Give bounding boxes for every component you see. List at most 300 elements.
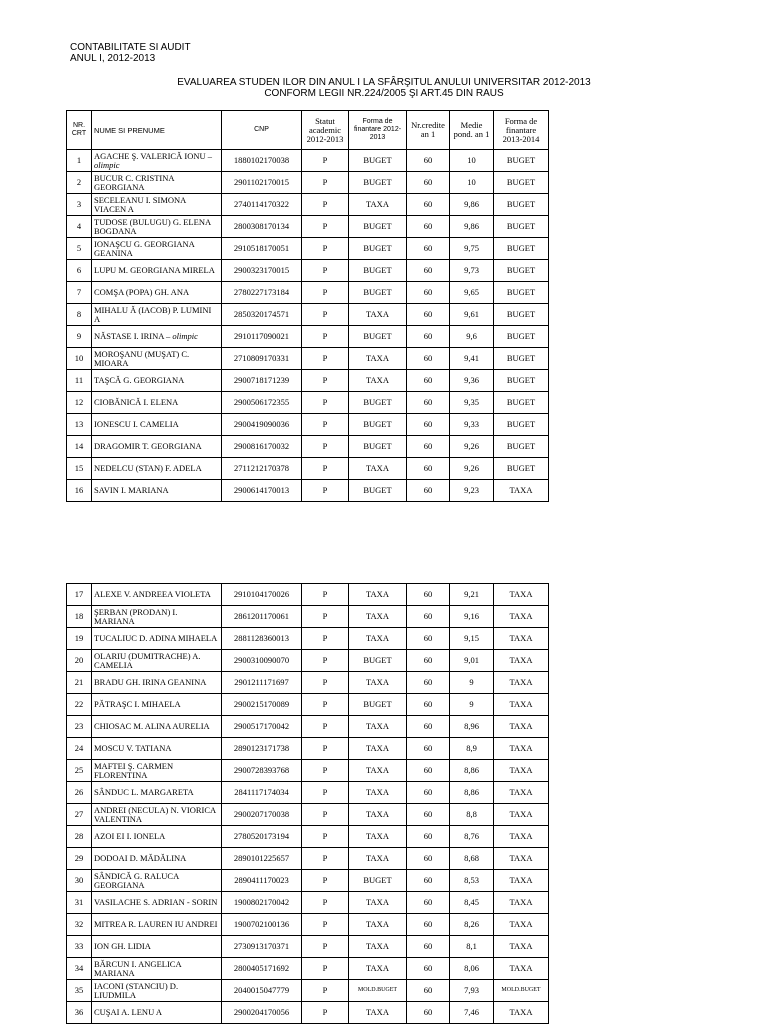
student-name-text: TAŞCĂ G. GEORGIANA	[94, 375, 185, 385]
student-name	[92, 458, 222, 480]
student-name	[92, 892, 222, 914]
table-row	[67, 370, 549, 392]
student-name	[92, 738, 222, 760]
credite-value: 60	[407, 606, 450, 628]
table-row	[67, 414, 549, 436]
credite-value: 60	[407, 672, 450, 694]
row-number: 34	[67, 958, 92, 980]
credite-value: 60	[407, 282, 450, 304]
student-name-text: MOSCU V. TATIANA	[94, 743, 172, 753]
cnp-value: 2800405171692	[222, 958, 302, 980]
statut-value: P	[302, 238, 349, 260]
student-name	[92, 370, 222, 392]
cnp-value: 2910518170051	[222, 238, 302, 260]
credite-value: 60	[407, 326, 450, 348]
row-number: 5	[67, 238, 92, 260]
forma-2012-value: MOLD.BUGET	[349, 980, 407, 1002]
row-number: 18	[67, 606, 92, 628]
medie-value: 9,41	[450, 348, 494, 370]
forma-2012-value: BUGET	[349, 480, 407, 502]
forma-2012-value: TAXA	[349, 738, 407, 760]
student-name-text: NEDELCU (STAN) F. ADELA	[94, 463, 202, 473]
student-name-text: DODOAI D. MĂDĂLINA	[94, 853, 187, 863]
col-forma1-header: Forma de finantare 2012-2013	[349, 111, 407, 150]
cnp-value: 1900802170042	[222, 892, 302, 914]
forma-2012-value: TAXA	[349, 958, 407, 980]
statut-value: P	[302, 738, 349, 760]
document-title: EVALUAREA STUDEN ILOR DIN ANUL I LA SFÂRŞITUL ANULUI UNIVERSITAR 2012-2013	[177, 77, 591, 88]
medie-value: 9,65	[450, 282, 494, 304]
row-number: 1	[67, 150, 92, 172]
medie-value: 8,68	[450, 848, 494, 870]
student-name	[92, 650, 222, 672]
forma-2012-value: TAXA	[349, 672, 407, 694]
student-name	[92, 694, 222, 716]
student-name-text: LUPU M. GEORGIANA MIRELA	[94, 265, 215, 275]
row-number: 23	[67, 716, 92, 738]
statut-value: P	[302, 282, 349, 304]
cnp-value: 1900702100136	[222, 914, 302, 936]
statut-value: P	[302, 348, 349, 370]
student-name-text: MITREA R. LAUREN IU ANDREI	[94, 919, 218, 929]
student-name-text: BĂRCUN I. ANGELICA MARIANA	[94, 958, 182, 978]
forma-2012-value: TAXA	[349, 914, 407, 936]
credite-value: 60	[407, 238, 450, 260]
cnp-value: 2900215170089	[222, 694, 302, 716]
row-number: 36	[67, 1002, 92, 1024]
student-name	[92, 150, 222, 172]
medie-value: 8,26	[450, 914, 494, 936]
row-number: 10	[67, 348, 92, 370]
table-row	[67, 194, 549, 216]
table-row	[67, 458, 549, 480]
medie-value: 9,61	[450, 304, 494, 326]
statut-value: P	[302, 414, 349, 436]
forma-2012-value: TAXA	[349, 848, 407, 870]
table-row	[67, 936, 549, 958]
forma-2013-value: TAXA	[494, 480, 549, 502]
row-number: 31	[67, 892, 92, 914]
statut-value: P	[302, 650, 349, 672]
medie-value: 9,75	[450, 238, 494, 260]
statut-value: P	[302, 672, 349, 694]
student-name-text: CHIOSAC M. ALINA AURELIA	[94, 721, 210, 731]
credite-value: 60	[407, 738, 450, 760]
medie-value: 8,96	[450, 716, 494, 738]
row-number: 28	[67, 826, 92, 848]
student-name	[92, 1002, 222, 1024]
credite-value: 60	[407, 436, 450, 458]
credite-value: 60	[407, 848, 450, 870]
student-name-text: DRAGOMIR T. GEORGIANA	[94, 441, 202, 451]
medie-value: 9,35	[450, 392, 494, 414]
student-name-text: IONAŞCU G. GEORGIANA GEANINA	[94, 238, 195, 258]
statut-value: P	[302, 804, 349, 826]
table-row	[67, 980, 549, 1002]
student-name-text: ANDREI (NECULA) N. VIORICA VALENTINA	[94, 804, 216, 824]
credite-value: 60	[407, 628, 450, 650]
student-name	[92, 606, 222, 628]
row-number: 30	[67, 870, 92, 892]
table-row	[67, 804, 549, 826]
credite-value: 60	[407, 892, 450, 914]
credite-value: 60	[407, 716, 450, 738]
forma-2013-value: TAXA	[494, 936, 549, 958]
table-row	[67, 606, 549, 628]
forma-2013-value: TAXA	[494, 628, 549, 650]
forma-2012-value: TAXA	[349, 936, 407, 958]
forma-2012-value: TAXA	[349, 194, 407, 216]
table-row	[67, 672, 549, 694]
table-row	[67, 650, 549, 672]
col-forma2-header: Forma de finantare 2013-2014	[494, 111, 549, 150]
forma-2012-value: TAXA	[349, 458, 407, 480]
credite-value: 60	[407, 304, 450, 326]
col-name-header: NUME SI PRENUME	[92, 111, 222, 150]
row-number: 13	[67, 414, 92, 436]
forma-2012-value: TAXA	[349, 628, 407, 650]
cnp-value: 2900419090036	[222, 414, 302, 436]
forma-2013-value: BUGET	[494, 392, 549, 414]
credite-value: 60	[407, 650, 450, 672]
student-name-text: BRADU GH. IRINA GEANINA	[94, 677, 207, 687]
statut-value: P	[302, 980, 349, 1002]
table-row	[67, 914, 549, 936]
student-name-text: AZOI EI I. IONELA	[94, 831, 166, 841]
forma-2012-value: BUGET	[349, 414, 407, 436]
credite-value: 60	[407, 392, 450, 414]
cnp-value: 2740114170322	[222, 194, 302, 216]
forma-2012-value: BUGET	[349, 436, 407, 458]
table-row	[67, 584, 549, 606]
statut-value: P	[302, 936, 349, 958]
row-number: 3	[67, 194, 92, 216]
row-number: 25	[67, 760, 92, 782]
student-name	[92, 172, 222, 194]
statut-value: P	[302, 606, 349, 628]
forma-2012-value: TAXA	[349, 1002, 407, 1024]
document-subtitle: CONFORM LEGII NR.224/2005 ŞI ART.45 DIN RAUS	[264, 88, 504, 99]
student-name	[92, 870, 222, 892]
student-name	[92, 392, 222, 414]
student-name	[92, 304, 222, 326]
forma-2012-value: TAXA	[349, 304, 407, 326]
cnp-value: 2850320174571	[222, 304, 302, 326]
medie-value: 9,6	[450, 326, 494, 348]
student-name	[92, 980, 222, 1002]
cnp-value: 2900718171239	[222, 370, 302, 392]
forma-2013-value: TAXA	[494, 870, 549, 892]
medie-value: 9,73	[450, 260, 494, 282]
student-name-text: TUDOSE (BULUGU) G. ELENA BOGDANA	[94, 216, 211, 236]
credite-value: 60	[407, 804, 450, 826]
cnp-value: 2900728393768	[222, 760, 302, 782]
student-name	[92, 628, 222, 650]
forma-2013-value: BUGET	[494, 238, 549, 260]
medie-value: 8,76	[450, 826, 494, 848]
forma-2012-value: BUGET	[349, 282, 407, 304]
cnp-value: 2910104170026	[222, 584, 302, 606]
medie-value: 8,53	[450, 870, 494, 892]
row-number: 22	[67, 694, 92, 716]
forma-2012-value: BUGET	[349, 392, 407, 414]
forma-2013-value: BUGET	[494, 370, 549, 392]
forma-2013-value: TAXA	[494, 782, 549, 804]
student-name	[92, 282, 222, 304]
forma-2012-value: BUGET	[349, 260, 407, 282]
table-row	[67, 392, 549, 414]
forma-2013-value: TAXA	[494, 650, 549, 672]
cnp-value: 2900517170042	[222, 716, 302, 738]
cnp-value: 2890101225657	[222, 848, 302, 870]
student-name	[92, 936, 222, 958]
credite-value: 60	[407, 958, 450, 980]
olympic-note: olimpic	[172, 331, 198, 341]
table-row	[67, 958, 549, 980]
cnp-value: 2901102170015	[222, 172, 302, 194]
table-row	[67, 348, 549, 370]
statut-value: P	[302, 716, 349, 738]
row-number: 6	[67, 260, 92, 282]
row-number: 15	[67, 458, 92, 480]
forma-2012-value: TAXA	[349, 348, 407, 370]
forma-2013-value: TAXA	[494, 738, 549, 760]
col-statut-header: Statut academic 2012-2013	[302, 111, 349, 150]
student-name-text: COMŞA (POPA) GH. ANA	[94, 287, 190, 297]
col-nr-header: NR. CRT	[67, 111, 92, 150]
table-row	[67, 628, 549, 650]
forma-2012-value: BUGET	[349, 870, 407, 892]
statut-value: P	[302, 370, 349, 392]
forma-2013-value: TAXA	[494, 892, 549, 914]
forma-2013-value: TAXA	[494, 606, 549, 628]
row-number: 12	[67, 392, 92, 414]
statut-value: P	[302, 826, 349, 848]
forma-2013-value: TAXA	[494, 958, 549, 980]
student-name-text: NĂSTASE I. IRINA –	[94, 331, 171, 341]
cnp-value: 2900204170056	[222, 1002, 302, 1024]
credite-value: 60	[407, 870, 450, 892]
statut-value: P	[302, 480, 349, 502]
medie-value: 8,06	[450, 958, 494, 980]
forma-2012-value: BUGET	[349, 326, 407, 348]
student-name-text: SAVIN I. MARIANA	[94, 485, 169, 495]
credite-value: 60	[407, 1002, 450, 1024]
cnp-value: 2800308170134	[222, 216, 302, 238]
forma-2013-value: TAXA	[494, 914, 549, 936]
statut-value: P	[302, 326, 349, 348]
cnp-value: 2841117174034	[222, 782, 302, 804]
col-cnp-header: CNP	[222, 111, 302, 150]
table-row	[67, 826, 549, 848]
cnp-value: 2780227173184	[222, 282, 302, 304]
student-name-text: ALEXE V. ANDREEA VIOLETA	[94, 589, 211, 599]
cnp-value: 2900207170038	[222, 804, 302, 826]
row-number: 9	[67, 326, 92, 348]
forma-2013-value: TAXA	[494, 716, 549, 738]
table-row	[67, 892, 549, 914]
credite-value: 60	[407, 694, 450, 716]
student-name-text: CIOBĂNICĂ I. ELENA	[94, 397, 179, 407]
table-row	[67, 326, 549, 348]
students-table-page1	[66, 110, 549, 502]
student-name	[92, 194, 222, 216]
forma-2013-value: BUGET	[494, 172, 549, 194]
forma-2013-value: BUGET	[494, 348, 549, 370]
forma-2012-value: TAXA	[349, 584, 407, 606]
table-row	[67, 870, 549, 892]
table-row	[67, 760, 549, 782]
forma-2012-value: TAXA	[349, 370, 407, 392]
statut-value: P	[302, 392, 349, 414]
cnp-value: 2711212170378	[222, 458, 302, 480]
statut-value: P	[302, 172, 349, 194]
credite-value: 60	[407, 194, 450, 216]
table-row	[67, 436, 549, 458]
student-name-text: SÂNDICĂ G. RALUCA GEORGIANA	[94, 870, 179, 890]
row-number: 21	[67, 672, 92, 694]
forma-2012-value: BUGET	[349, 694, 407, 716]
cnp-value: 2881128360013	[222, 628, 302, 650]
student-name-text: MIHALU Ă (IACOB) P. LUMINI A	[94, 304, 212, 324]
forma-2013-value: TAXA	[494, 1002, 549, 1024]
credite-value: 60	[407, 936, 450, 958]
medie-value: 9,23	[450, 480, 494, 502]
row-number: 19	[67, 628, 92, 650]
student-name	[92, 848, 222, 870]
student-name	[92, 238, 222, 260]
forma-2013-value: TAXA	[494, 694, 549, 716]
row-number: 35	[67, 980, 92, 1002]
forma-2013-value: BUGET	[494, 194, 549, 216]
forma-2012-value: BUGET	[349, 238, 407, 260]
row-number: 32	[67, 914, 92, 936]
forma-2013-value: BUGET	[494, 414, 549, 436]
credite-value: 60	[407, 480, 450, 502]
medie-value: 9,21	[450, 584, 494, 606]
credite-value: 60	[407, 370, 450, 392]
row-number: 33	[67, 936, 92, 958]
row-number: 26	[67, 782, 92, 804]
student-name	[92, 480, 222, 502]
statut-value: P	[302, 194, 349, 216]
student-name-text: SECELEANU I. SIMONA VIACEN A	[94, 194, 186, 214]
student-name-text: CUŞAI A. LENU A	[94, 1007, 163, 1017]
statut-value: P	[302, 914, 349, 936]
statut-value: P	[302, 870, 349, 892]
credite-value: 60	[407, 914, 450, 936]
forma-2013-value: BUGET	[494, 260, 549, 282]
statut-value: P	[302, 436, 349, 458]
col-medie-header: Medie pond. an 1	[450, 111, 494, 150]
cnp-value: 2040015047779	[222, 980, 302, 1002]
credite-value: 60	[407, 260, 450, 282]
forma-2012-value: TAXA	[349, 782, 407, 804]
medie-value: 9,86	[450, 216, 494, 238]
medie-value: 8,8	[450, 804, 494, 826]
forma-2013-value: TAXA	[494, 848, 549, 870]
student-name-text: AGACHE Ş. VALERICĂ IONU –	[94, 150, 212, 161]
medie-value: 9,15	[450, 628, 494, 650]
credite-value: 60	[407, 172, 450, 194]
student-name	[92, 958, 222, 980]
forma-2013-value: BUGET	[494, 304, 549, 326]
forma-2012-value: TAXA	[349, 892, 407, 914]
table-row	[67, 1002, 549, 1024]
student-name	[92, 804, 222, 826]
student-name	[92, 436, 222, 458]
medie-value: 9	[450, 694, 494, 716]
student-name-text: ION GH. LIDIA	[94, 941, 151, 951]
table-row	[67, 238, 549, 260]
table-row	[67, 304, 549, 326]
statut-value: P	[302, 694, 349, 716]
credite-value: 60	[407, 980, 450, 1002]
forma-2013-value: BUGET	[494, 216, 549, 238]
student-name-text: IONESCU I. CAMELIA	[94, 419, 179, 429]
table-row	[67, 216, 549, 238]
statut-value: P	[302, 628, 349, 650]
medie-value: 7,46	[450, 1002, 494, 1024]
statut-value: P	[302, 1002, 349, 1024]
table-row	[67, 260, 549, 282]
cnp-value: 2900614170013	[222, 480, 302, 502]
student-name	[92, 326, 222, 348]
student-name-text: SÂNDUC L. MARGARETA	[94, 787, 194, 797]
forma-2012-value: TAXA	[349, 826, 407, 848]
medie-value: 8,86	[450, 760, 494, 782]
cnp-value: 2900323170015	[222, 260, 302, 282]
student-name	[92, 782, 222, 804]
table-row	[67, 150, 549, 172]
student-name-text: MAFTEI Ş. CARMEN FLORENTINA	[94, 760, 174, 780]
student-name	[92, 348, 222, 370]
forma-2012-value: TAXA	[349, 760, 407, 782]
statut-value: P	[302, 892, 349, 914]
table-row	[67, 694, 549, 716]
statut-value: P	[302, 958, 349, 980]
row-number: 20	[67, 650, 92, 672]
credite-value: 60	[407, 584, 450, 606]
student-name	[92, 716, 222, 738]
olympic-note: olimpic	[94, 159, 120, 170]
statut-value: P	[302, 584, 349, 606]
student-name-text: MOROŞANU (MUŞAT) C. MIOARA	[94, 348, 190, 368]
cnp-value: 2900816170032	[222, 436, 302, 458]
medie-value: 9	[450, 672, 494, 694]
statut-value: P	[302, 760, 349, 782]
student-name-text: TUCALIUC D. ADINA MIHAELA	[94, 633, 218, 643]
forma-2013-value: TAXA	[494, 760, 549, 782]
medie-value: 9,01	[450, 650, 494, 672]
row-number: 29	[67, 848, 92, 870]
students-table-page2	[66, 583, 549, 1024]
cnp-value: 2730913170371	[222, 936, 302, 958]
credite-value: 60	[407, 150, 450, 172]
row-number: 11	[67, 370, 92, 392]
student-name-text: VASILACHE S. ADRIAN - SORIN	[94, 897, 218, 907]
forma-2013-value: BUGET	[494, 282, 549, 304]
table-row	[67, 738, 549, 760]
row-number: 2	[67, 172, 92, 194]
forma-2013-value: TAXA	[494, 804, 549, 826]
table-row	[67, 480, 549, 502]
statut-value: P	[302, 260, 349, 282]
statut-value: P	[302, 782, 349, 804]
table-row	[67, 716, 549, 738]
cnp-value: 2910117090021	[222, 326, 302, 348]
table-row	[67, 172, 549, 194]
